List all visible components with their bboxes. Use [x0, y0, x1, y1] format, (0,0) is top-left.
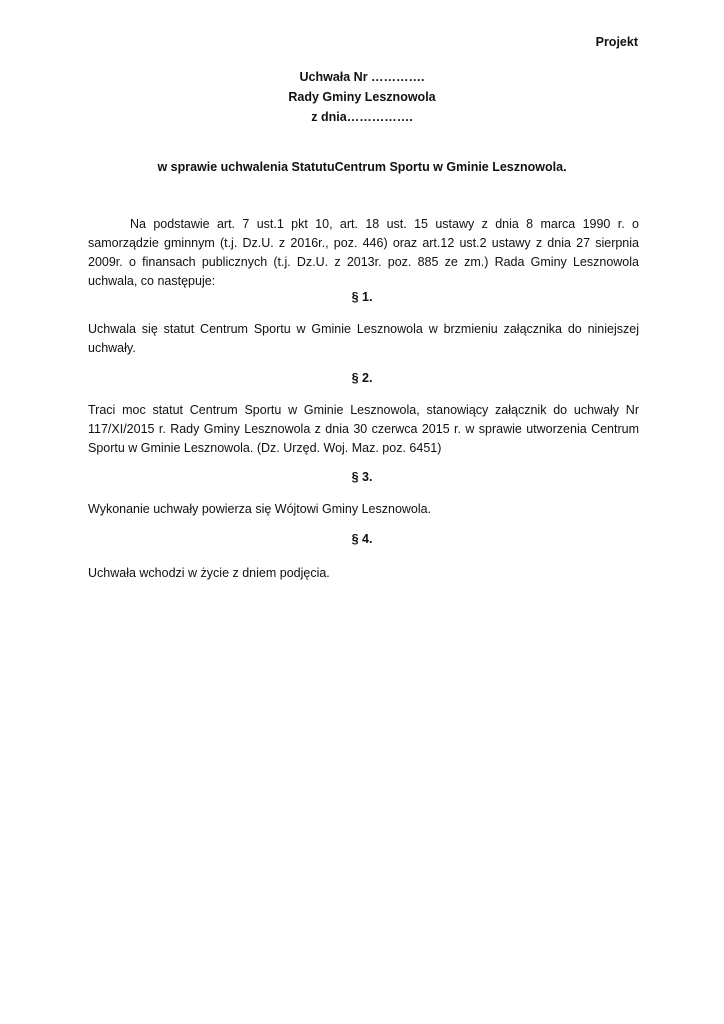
section-3-mark: § 3.: [351, 470, 373, 484]
resolution-date: z dnia…………….: [311, 110, 413, 124]
council-name: Rady Gminy Lesznowola: [288, 90, 436, 104]
section-1-text: Uchwala się statut Centrum Sportu w Gminie Lesznowola w brzmieniu załącznika do niniejszej uchwały.: [88, 322, 639, 355]
resolution-subject: w sprawie uchwalenia StatutuCentrum Sportu w Gminie Lesznowola.: [157, 160, 567, 174]
section-4-mark: § 4.: [351, 532, 373, 546]
section-2-mark: § 2.: [351, 371, 373, 385]
section-3-text: Wykonanie uchwały powierza się Wójtowi Gminy Lesznowola.: [88, 502, 432, 516]
projekt-label: Projekt: [595, 35, 638, 49]
section-4-text: Uchwała wchodzi w życie z dniem podjęcia.: [88, 566, 330, 580]
legal-basis-paragraph: Na podstawie art. 7 ust.1 pkt 10, art. 18 ust. 15 ustawy z dnia 8 marca 1990 r. o samorządzie gminnym (t.j. Dz.U. z 2016r., poz. 446) oraz art.12 ust.2 ustawy z dnia 27 sierpnia 2009r. o finansach publicznych (t.j. Dz.U. z 2013r. poz. 885 ze zm.) Rada Gminy Lesznowola uchwala, co następuje:: [88, 217, 639, 288]
resolution-header: [0, 67, 724, 127]
resolution-number: Uchwała Nr ………….: [299, 70, 425, 84]
section-2-text: Traci moc statut Centrum Sportu w Gminie Lesznowola, stanowiący załącznik do uchwały Nr 117/XI/2015 r. Rady Gminy Lesznowola z dnia 30 czerwca 2015 r. w sprawie utworzenia Centrum Sportu w Gminie Lesznowola. (Dz. Urzęd. Woj. Maz. poz. 6451): [88, 403, 639, 455]
section-1-mark: § 1.: [351, 290, 373, 304]
